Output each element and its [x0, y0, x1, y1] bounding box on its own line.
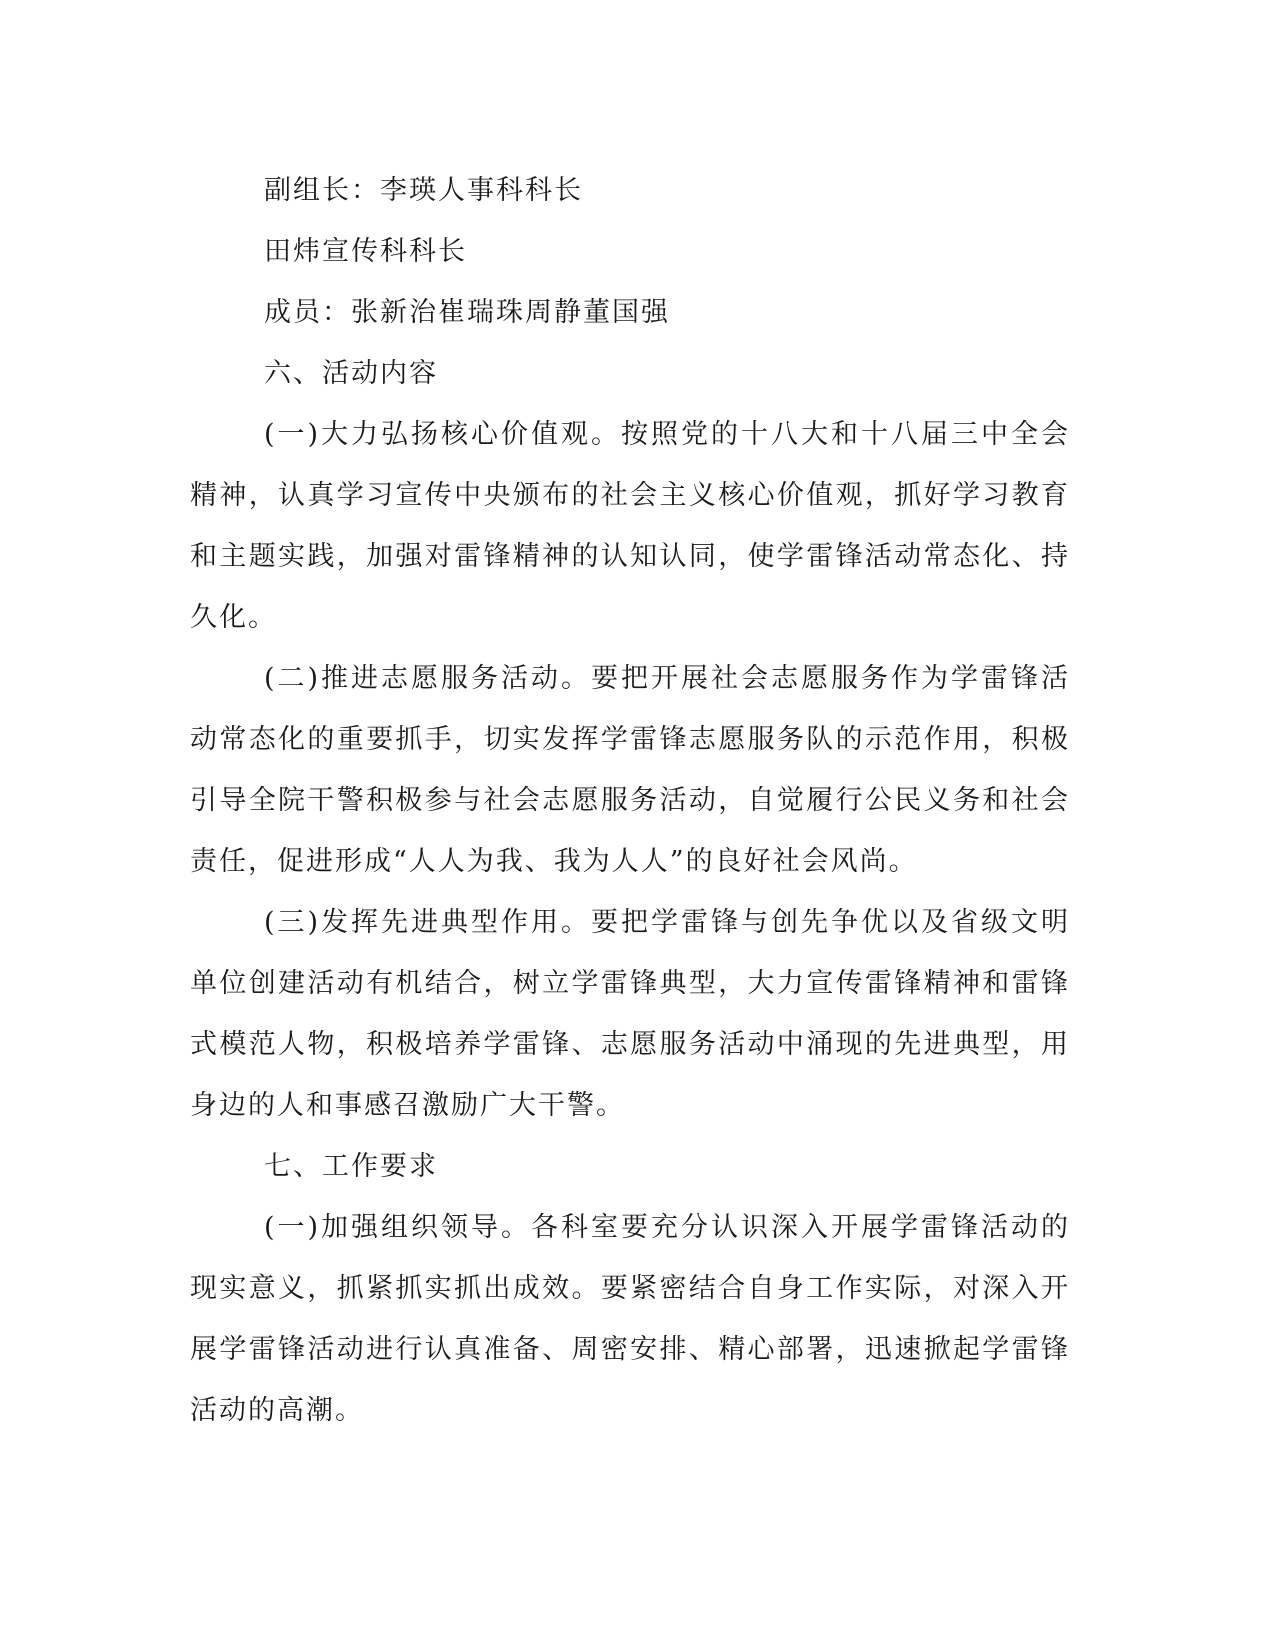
document-body: [190, 160, 1070, 1441]
section-heading-requirements: 七、工作要求: [264, 1151, 438, 1182]
paragraph-organization-leadership: (一)加强组织领导。各科室要充分认识深入开展学雷锋活动的现实意义，抓紧抓实抓出成效。要紧密结合自身工作实际，对深入开展学雷锋活动进行认真准备、周密安排、精心部署，迅速掀起学雷锋活动的高潮。: [190, 1212, 1070, 1426]
paragraph-advanced-models: (三)发挥先进典型作用。要把学雷锋与创先争优以及省级文明单位创建活动有机结合，树立学雷锋典型，大力宣传雷锋精神和雷锋式模范人物，积极培养学雷锋、志愿服务活动中涌现的先进典型，用身边的人和事感召激励广大干警。: [190, 907, 1070, 1121]
paragraph-core-values: (一)大力弘扬核心价值观。按照党的十八大和十八届三中全会精神，认真学习宣传中央颁布的社会主义核心价值观，抓好学习教育和主题实践，加强对雷锋精神的认知认同，使学雷锋活动常态化、持久化。: [190, 419, 1070, 633]
members-line: 成员：张新治崔瑞珠周静董国强: [264, 297, 670, 328]
deputy-leader-line-2: 田炜宣传科科长: [264, 236, 467, 267]
section-heading-activities: 六、活动内容: [264, 358, 438, 389]
paragraph-volunteer-service: (二)推进志愿服务活动。要把开展社会志愿服务作为学雷锋活动常态化的重要抓手，切实发挥学雷锋志愿服务队的示范作用，积极引导全院干警积极参与社会志愿服务活动，自觉履行公民义务和社会责任，促进形成“人人为我、我为人人”的良好社会风尚。: [190, 663, 1070, 877]
deputy-leader-line: 副组长：李瑛人事科科长: [264, 175, 583, 206]
